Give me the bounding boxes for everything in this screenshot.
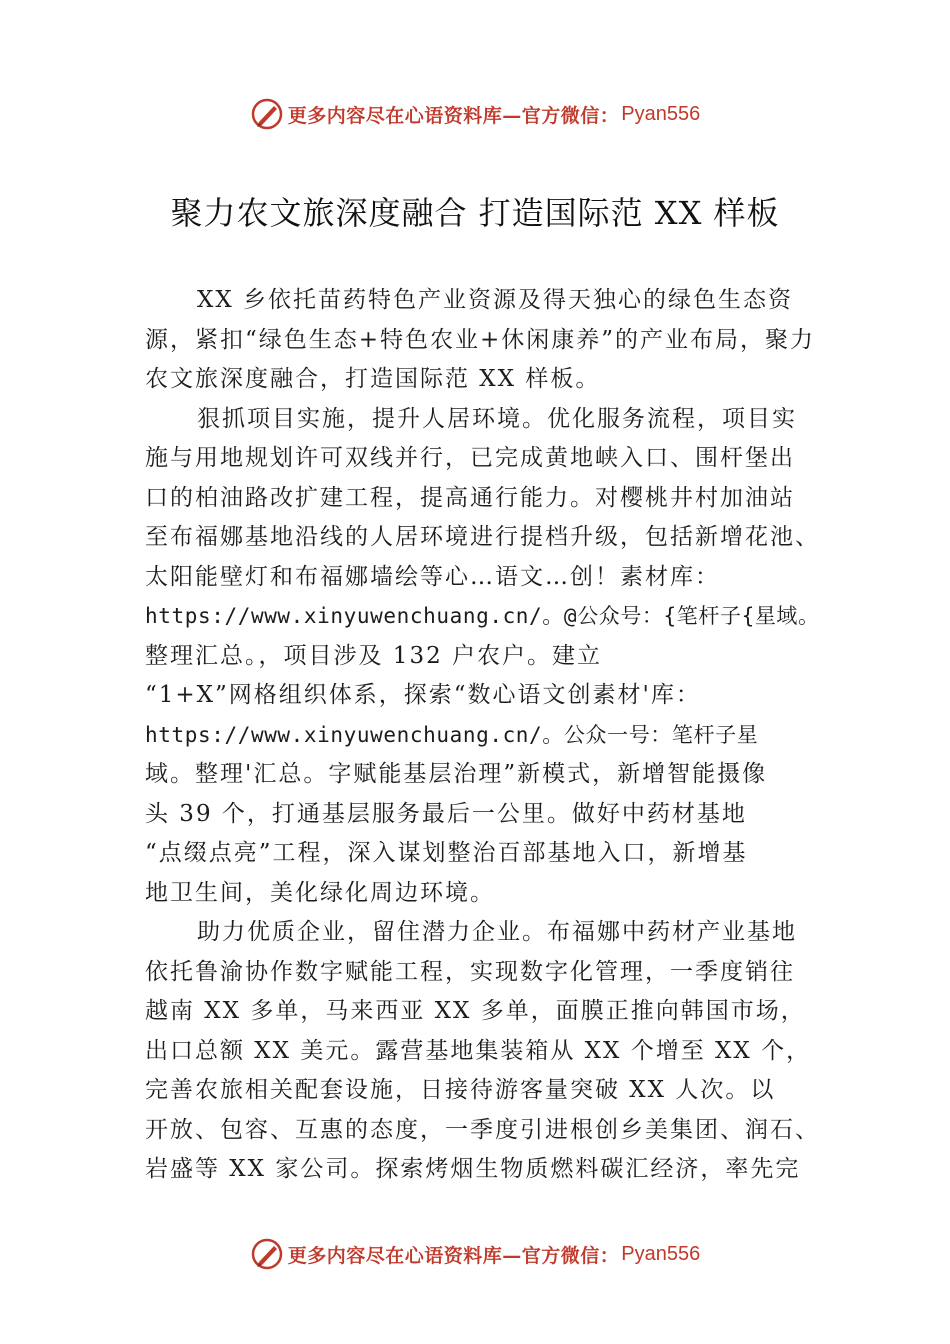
body-line: 农文旅深度融合，打造国际范 XX 样板。 xyxy=(145,366,601,392)
body-line: 太阳能壁灯和布福娜墙绘等心…语文…创！素材库： xyxy=(145,563,720,590)
body-line: 域。整理'汇总。字赋能基层治理”新模式，新增智能摄像 xyxy=(145,761,768,787)
body-line: 源，紧扣“绿色生态+特色农业+休闲康养”的产业布局，聚力 xyxy=(145,326,816,353)
wechat-id: Pyan556 xyxy=(621,102,701,125)
body-line: 岩盛等 XX 家公司。探索烤烟生物质燃料碳汇经济，率先完 xyxy=(145,1156,801,1182)
banner-text: 更多内容尽在心语资料库—官方微信： xyxy=(287,1244,620,1267)
body-line: 狠抓项目实施，提升人居环境。优化服务流程，项目实 xyxy=(197,405,797,432)
body-line: 地卫生间，美化绿化周边环境。 xyxy=(145,879,495,906)
body-line: XX 乡依托苗药特色产业资源及得天独心的绿色生态资 xyxy=(197,287,794,313)
wechat-id: Pyan556 xyxy=(621,1242,701,1265)
body-line: 出口总额 XX 美元。露营基地集装箱从 XX 个增至 XX 个， xyxy=(145,1037,812,1064)
body-line: https://www.xinyuwenchuang.cn/。公众一号：笔杆子星 xyxy=(145,722,759,747)
body-line: “1+X”网格组织体系，探索“数心语文创素材'库： xyxy=(145,682,701,708)
body-line: 开放、包容、互惠的态度，一季度引进根创乡美集团、润石、 xyxy=(145,1116,820,1143)
body-line: 施与用地规划许可双线并行，已完成黄地峡入口、围杆堡出 xyxy=(145,445,795,471)
body-line: 口的柏油路改扩建工程，提高通行能力。对樱桃井村加油站 xyxy=(145,484,795,511)
header-banner xyxy=(0,94,950,134)
body-line: https://www.xinyuwenchuang.cn/。@公众号：{笔杆子{星域。 xyxy=(145,604,820,628)
document-body xyxy=(145,281,825,1190)
body-line: 头 39 个，打通基层服务最后一公里。做好中药材基地 xyxy=(145,800,747,827)
body-line: 完善农旅相关配套设施，日接待游客量突破 XX 人次。以 xyxy=(145,1077,776,1103)
body-line: 至布福娜基地沿线的人居环境进行提档升级，包括新增花池、 xyxy=(145,524,820,550)
banner-text: 更多内容尽在心语资料库—官方微信： xyxy=(287,104,620,127)
pen-logo-icon xyxy=(250,97,284,131)
footer-banner xyxy=(0,1234,950,1274)
pen-logo-icon xyxy=(250,1237,284,1271)
body-line: “点缀点亮”工程，深入谋划整治百部基地入口，新增基 xyxy=(145,840,748,866)
body-line: 依托鲁渝协作数字赋能工程，实现数字化管理，一季度销往 xyxy=(145,958,795,985)
document-title: 聚力农文旅深度融合 打造国际范 XX 样板 xyxy=(170,194,780,232)
body-line: 整理汇总。，项目涉及 132 户农户。建立 xyxy=(145,642,603,669)
body-line: 越南 XX 多单，马来西亚 XX 多单，面膜正推向韩国市场， xyxy=(145,998,806,1024)
body-line: 助力优质企业，留住潜力企业。布福娜中药材产业基地 xyxy=(197,919,797,945)
